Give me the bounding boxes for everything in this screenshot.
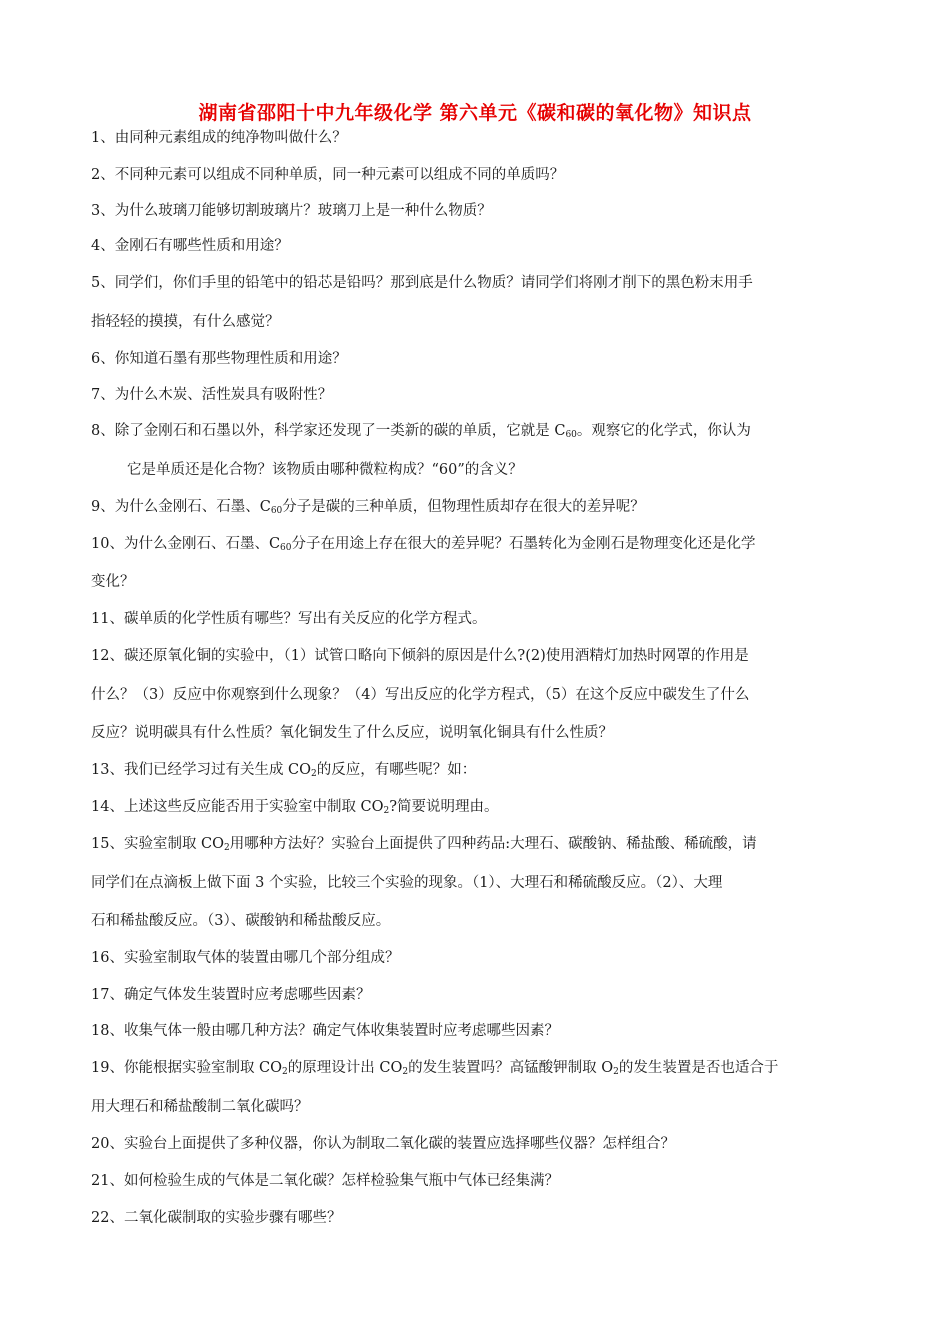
subscript: 2 xyxy=(224,843,230,853)
question-21: 21、如何检验生成的气体是二氧化碳？怎样检验集气瓶中气体已经集满？ xyxy=(91,1173,559,1189)
question-9 xyxy=(91,497,645,517)
question-4: 4、金刚石有哪些性质和用途？ xyxy=(91,238,289,254)
text-segment: 10、为什么金刚石、石墨、C xyxy=(91,536,281,552)
question-12-line-1: 12、碳还原氧化铜的实验中，（1）试管口略向下倾斜的原因是什么?(2)使用酒精灯加热时网罩的作用是 xyxy=(91,648,749,664)
question-8-line-1 xyxy=(91,421,751,441)
question-12-line-3: 反应？说明碳具有什么性质？氧化铜发生了什么反应，说明氧化铜具有什么性质？ xyxy=(91,725,613,741)
text-segment: 19、你能根据实验室制取 CO xyxy=(91,1060,283,1076)
question-22: 22、二氧化碳制取的实验步骤有哪些？ xyxy=(91,1210,342,1226)
text-segment: 分子是碳的三种单质，但物理性质却存在很大的差异呢？ xyxy=(282,499,645,515)
text-segment: 的原理设计出 CO xyxy=(287,1060,403,1076)
text-segment: 。观察它的化学式，你认为 xyxy=(576,423,751,439)
subscript: 2 xyxy=(311,769,317,779)
subscript: 60 xyxy=(280,543,292,553)
question-15-line-3: 石和稀盐酸反应。（3）、碳酸钠和稀盐酸反应。 xyxy=(91,913,391,929)
subscript: 2 xyxy=(613,1067,619,1077)
text-segment: ?简要说明理由。 xyxy=(389,799,499,815)
question-1: 1、由同种元素组成的纯净物叫做什么？ xyxy=(91,130,347,146)
text-segment: 用哪种方法好？实验台上面提供了四种药品:大理石、碳酸钠、稀盐酸、稀硫酸，请 xyxy=(229,836,757,852)
question-2: 2、不同种元素可以组成不同种单质，同一种元素可以组成不同的单质吗？ xyxy=(91,167,565,183)
question-8-line-2: 它是单质还是化合物？该物质由哪种微粒构成？“60”的含义？ xyxy=(127,462,523,478)
text-segment: 15、实验室制取 CO xyxy=(91,836,225,852)
question-10-line-1 xyxy=(91,534,756,554)
question-7: 7、为什么木炭、活性炭具有吸附性？ xyxy=(91,387,333,403)
question-15-line-2: 同学们在点滴板上做下面 3 个实验，比较三个实验的现象。（1）、大理石和稀硫酸反应。（2）、大理 xyxy=(91,875,723,891)
question-14 xyxy=(91,797,499,817)
question-20: 20、实验台上面提供了多种仪器，你认为制取二氧化碳的装置应选择哪些仪器？怎样组合？ xyxy=(91,1136,675,1152)
question-13 xyxy=(91,760,476,780)
question-10-line-2: 变化？ xyxy=(91,574,135,590)
question-15-line-1 xyxy=(91,834,757,854)
subscript: 60 xyxy=(270,506,283,516)
question-3: 3、为什么玻璃刀能够切割玻璃片？玻璃刀上是一种什么物质？ xyxy=(91,203,492,219)
text-segment: 分子在用途上存在很大的差异呢？石墨转化为金刚石是物理变化还是化学 xyxy=(291,536,756,552)
text-segment: 的发生装置是否也适合于 xyxy=(618,1060,779,1076)
text-segment: 9、为什么金刚石、石墨、C xyxy=(91,499,271,515)
text-segment: 8、除了金刚石和石墨以外，科学家还发现了一类新的碳的单质，它就是 C xyxy=(91,423,566,439)
question-16: 16、实验室制取气体的装置由哪几个部分组成？ xyxy=(91,950,400,966)
text-segment: 14、上述这些反应能否用于实验室中制取 CO xyxy=(91,799,384,815)
subscript: 2 xyxy=(383,806,390,816)
question-12-line-2: 什么？（3）反应中你观察到什么现象？（4）写出反应的化学方程式，（5）在这个反应中碳发生了什么 xyxy=(91,687,750,703)
question-11: 11、碳单质的化学性质有哪些？写出有关反应的化学方程式。 xyxy=(91,611,487,627)
question-6: 6、你知道石墨有那些物理性质和用途？ xyxy=(91,351,347,367)
subscript: 60 xyxy=(565,430,577,440)
question-17: 17、确定气体发生装置时应考虑哪些因素？ xyxy=(91,987,371,1003)
text-segment: 的反应，有哪些呢？如： xyxy=(316,762,477,778)
question-18: 18、收集气体一般由哪几种方法？确定气体收集装置时应考虑哪些因素？ xyxy=(91,1023,559,1039)
document-title: 湖南省邵阳十中九年级化学 第六单元《碳和碳的氧化物》知识点 xyxy=(198,102,752,124)
question-19-line-1 xyxy=(91,1058,778,1078)
text-segment: 的发生装置吗？高锰酸钾制取 O xyxy=(408,1060,614,1076)
question-5-line-1: 5、同学们，你们手里的铅笔中的铅芯是铅吗？那到底是什么物质？请同学们将刚才削下的黑色粉末用手 xyxy=(91,275,753,291)
subscript: 2 xyxy=(282,1067,288,1077)
question-19-line-2: 用大理石和稀盐酸制二氧化碳吗？ xyxy=(91,1099,309,1115)
subscript: 2 xyxy=(402,1067,409,1077)
question-5-line-2: 指轻轻的摸摸，有什么感觉？ xyxy=(91,314,280,330)
text-segment: 13、我们已经学习过有关生成 CO xyxy=(91,762,312,778)
